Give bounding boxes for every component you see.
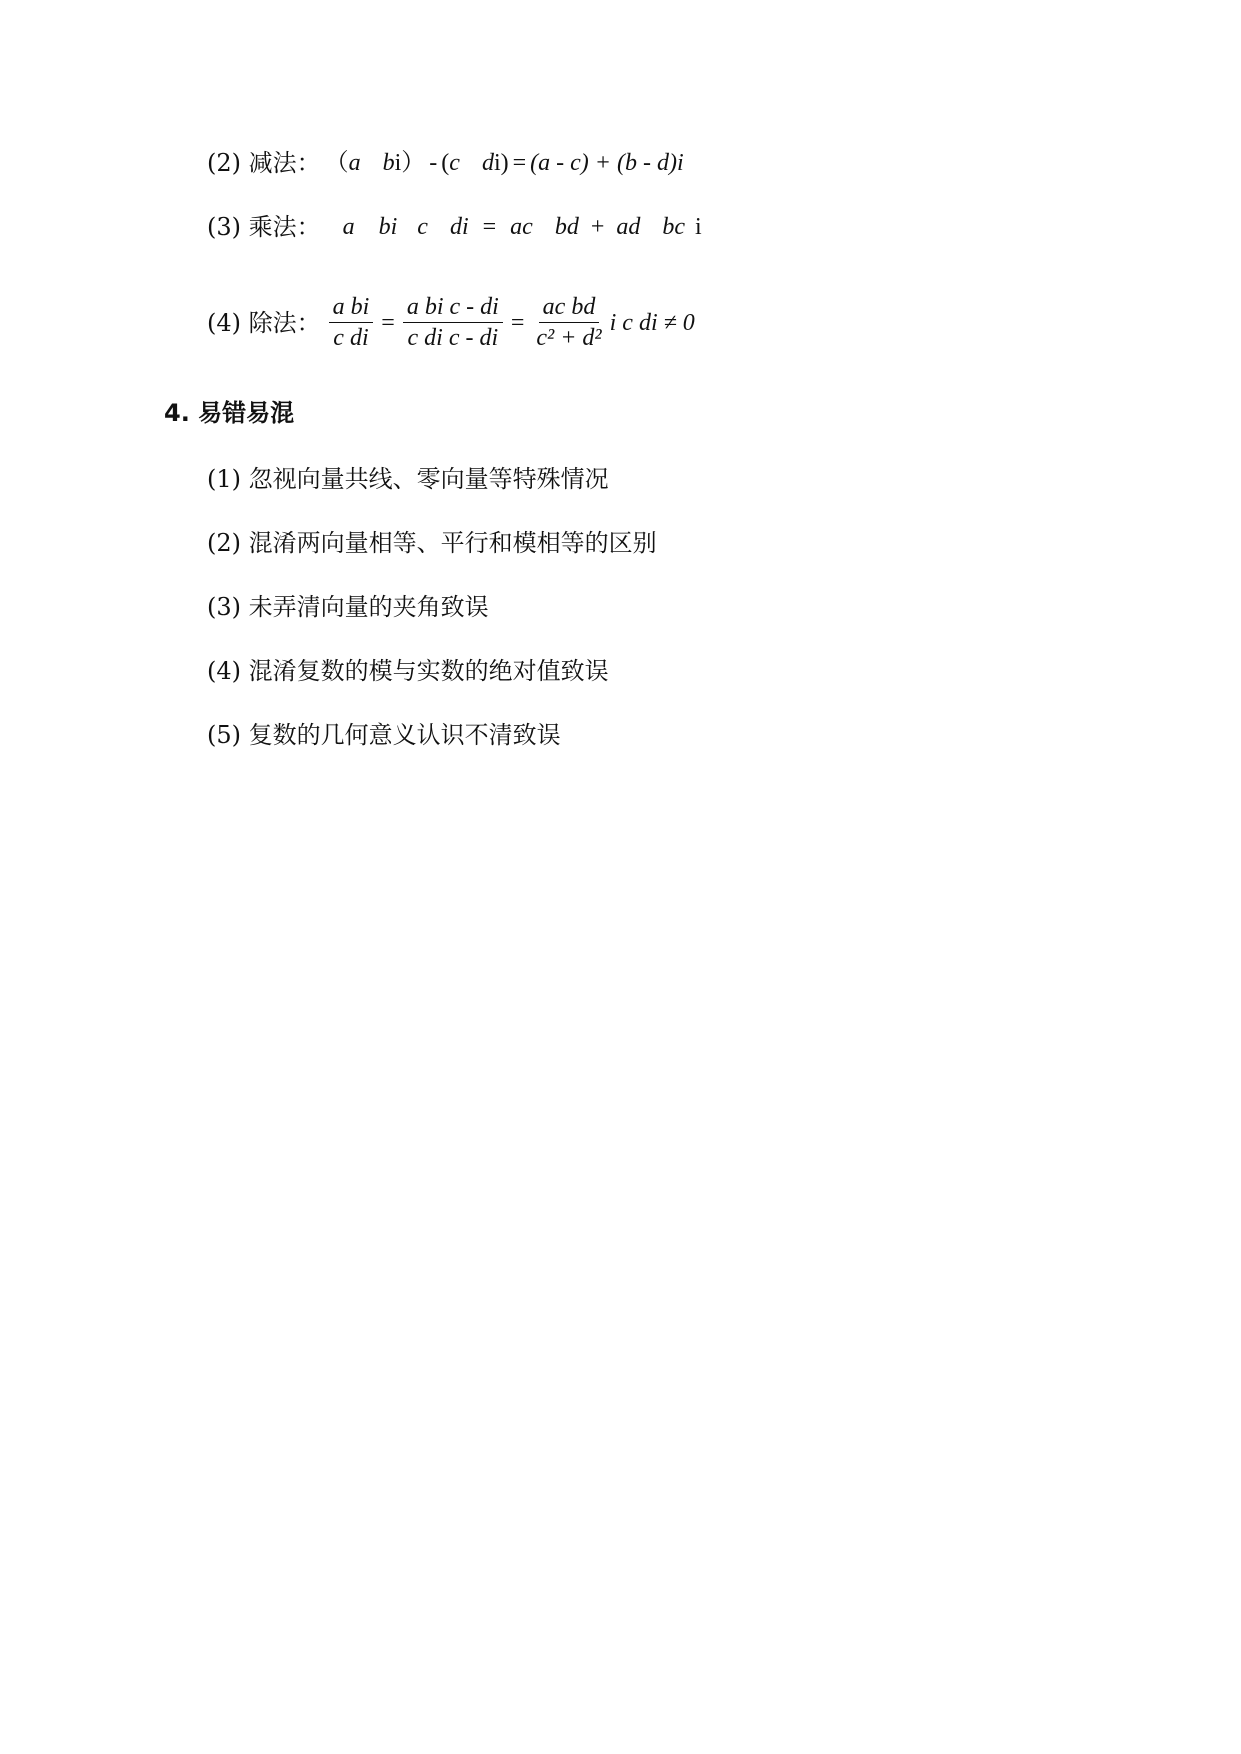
var-b: b — [382, 150, 395, 176]
equals-sign-2: = — [510, 309, 525, 336]
multiplication-formula — [207, 212, 702, 242]
var-c: c — [449, 150, 460, 176]
imag-unit: i — [394, 150, 402, 176]
multiplication-expression — [325, 212, 702, 242]
var-d: d — [481, 150, 494, 176]
term-ac: ac — [510, 214, 533, 240]
lhs-close-paren: ） — [401, 150, 426, 176]
fraction-1-denominator: c di — [333, 325, 369, 351]
equals-sign: = — [512, 150, 527, 176]
imag-unit: i — [695, 214, 702, 240]
fraction-3-denominator: c² + d² — [536, 325, 602, 351]
minus-sign: - — [429, 150, 438, 176]
lhs-open-paren: （ — [324, 150, 349, 176]
term-ad: ad — [616, 214, 641, 240]
list-item: (1) 忽视向量共线、零向量等特殊情况 — [207, 465, 609, 493]
paren-open: ( — [441, 150, 450, 176]
fraction-3 — [532, 292, 605, 353]
division-expression — [325, 292, 695, 353]
division-tail: i c di ≠ 0 — [609, 309, 695, 336]
subtraction-rhs: (a - c) + (b - d)i — [530, 150, 684, 176]
section-heading: 4. 易错易混 — [164, 399, 295, 427]
list-item: (2) 混淆两向量相等、平行和模相等的区别 — [207, 529, 657, 557]
subtraction-label: (2) 减法： — [207, 149, 321, 177]
division-label: (4) 除法： — [207, 308, 321, 337]
term-a: a — [342, 214, 355, 240]
var-a: a — [348, 150, 361, 176]
list-item: (3) 未弄清向量的夹角致误 — [207, 593, 489, 621]
term-bc: bc — [662, 214, 686, 240]
fraction-1 — [329, 292, 374, 353]
term-bd: bd — [554, 214, 579, 240]
paren-close: ) — [500, 150, 509, 176]
division-formula — [207, 292, 695, 353]
multiplication-label: (3) 乘法： — [207, 213, 321, 241]
fraction-2 — [403, 292, 503, 353]
fraction-2-denominator: c di c - di — [407, 325, 499, 351]
equals-sign: = — [482, 214, 497, 240]
subtraction-expression: （ a b i ） - ( c d i ) = (a - c) + (b - d)i — [324, 150, 684, 176]
plus-sign: + — [590, 214, 605, 240]
term-di: di — [449, 214, 469, 240]
list-item: (5) 复数的几何意义认识不清致误 — [207, 721, 561, 749]
fraction-2-numerator: a bi c - di — [403, 292, 503, 323]
equals-sign-1: = — [381, 309, 395, 336]
list-item: (4) 混淆复数的模与实数的绝对值致误 — [207, 657, 609, 685]
term-bi: bi — [378, 214, 398, 240]
fraction-1-numerator: a bi — [329, 292, 374, 323]
fraction-3-numerator: ac bd — [539, 292, 600, 323]
subtraction-formula — [207, 148, 684, 178]
term-c: c — [417, 214, 428, 240]
